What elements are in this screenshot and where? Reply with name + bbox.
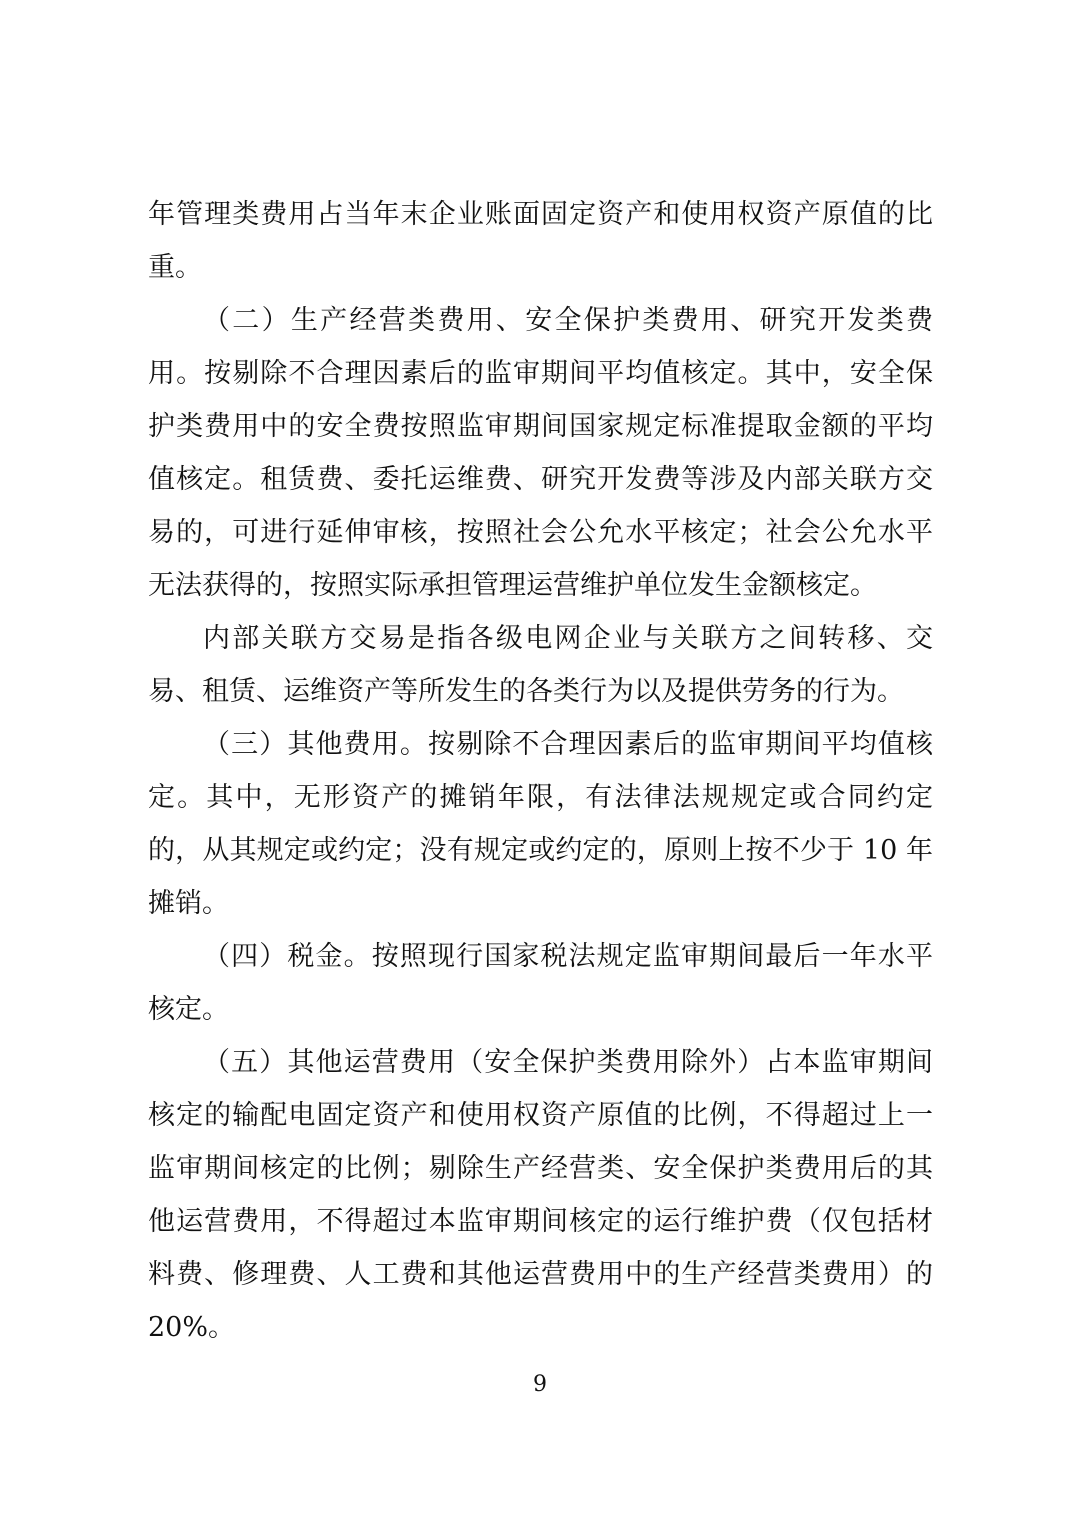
text-line: 易的，可进行延伸审核，按照社会公允水平核定；社会公允水平	[148, 517, 933, 548]
text-line: 他运营费用，不得超过本监审期间核定的运行维护费（仅包括材	[148, 1206, 933, 1237]
text-line: 的，从其规定或约定；没有规定或约定的，原则上按不少于 10 年	[148, 835, 933, 866]
text-line: 核定。	[148, 994, 229, 1025]
text-line: 易、租赁、运维资产等所发生的各类行为以及提供劳务的行为。	[148, 676, 904, 707]
paragraph-start-line: （二）生产经营类费用、安全保护类费用、研究开发类费	[203, 305, 933, 336]
text-line: 20%。	[148, 1312, 236, 1343]
text-line: 料费、修理费、人工费和其他运营费用中的生产经营类费用）的	[148, 1259, 933, 1290]
text-line: 护类费用中的安全费按照监审期间国家规定标准提取金额的平均	[148, 411, 933, 442]
text-line: 摊销。	[148, 888, 229, 919]
text-line: 值核定。租赁费、委托运维费、研究开发费等涉及内部关联方交	[148, 464, 933, 495]
text-line: 监审期间核定的比例；剔除生产经营类、安全保护类费用后的其	[148, 1153, 933, 1184]
page-number: 9	[533, 1372, 547, 1397]
text-line: 定。其中，无形资产的摊销年限，有法律法规规定或合同约定	[148, 782, 933, 813]
paragraph-start-line: （三）其他费用。按剔除不合理因素后的监审期间平均值核	[203, 729, 933, 760]
text-line: 年管理类费用占当年末企业账面固定资产和使用权资产原值的比	[148, 199, 933, 230]
text-line: 重。	[148, 252, 202, 283]
paragraph-start-line: （四）税金。按照现行国家税法规定监审期间最后一年水平	[203, 941, 933, 972]
paragraph-start-line: （五）其他运营费用（安全保护类费用除外）占本监审期间	[203, 1047, 933, 1078]
text-line: 核定的输配电固定资产和使用权资产原值的比例，不得超过上一	[148, 1100, 933, 1131]
text-line: 无法获得的，按照实际承担管理运营维护单位发生金额核定。	[148, 570, 877, 601]
paragraph-start-line: 内部关联方交易是指各级电网企业与关联方之间转移、交	[203, 623, 933, 654]
text-line: 用。按剔除不合理因素后的监审期间平均值核定。其中，安全保	[148, 358, 933, 389]
